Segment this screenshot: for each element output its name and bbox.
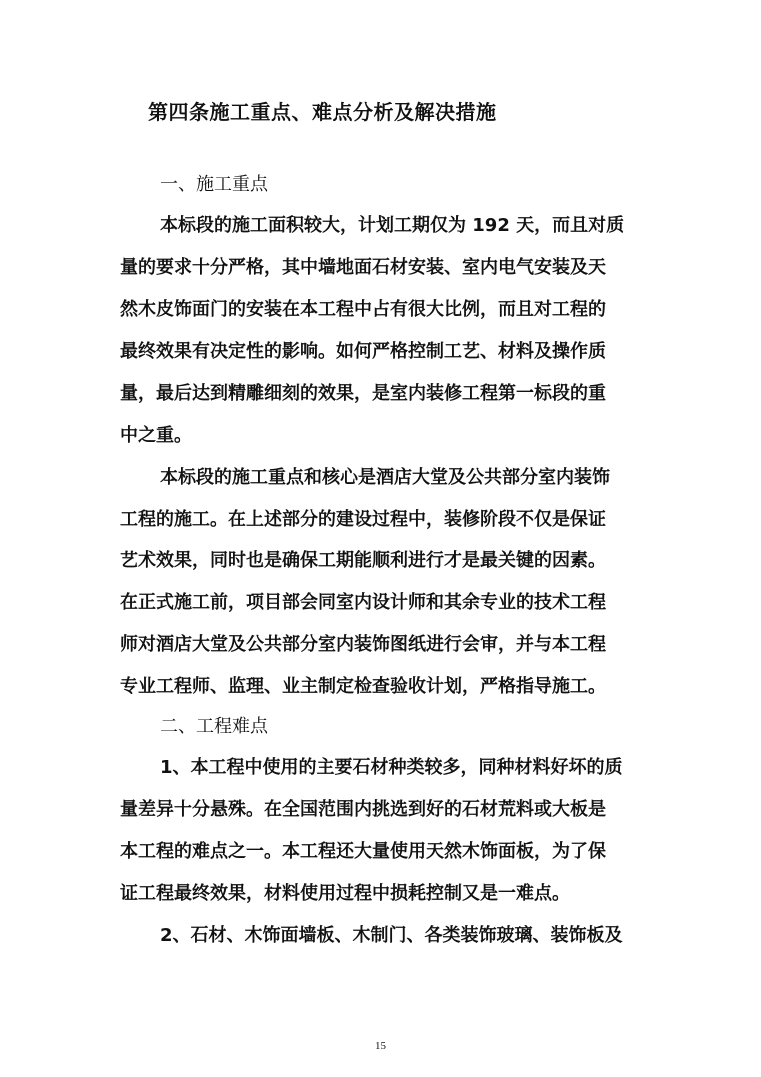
paragraph-line: 1、本工程中使用的主要石材种类较多，同种材料好坏的质	[160, 757, 623, 778]
paragraph-line: 师对酒店大堂及公共部分室内装饰图纸进行会审，并与本工程	[120, 634, 606, 655]
paragraph-line: 2、石材、木饰面墙板、木制门、各类装饰玻璃、装饰板及	[160, 925, 623, 946]
paragraph-line: 中之重。	[120, 425, 192, 446]
paragraph-line: 本工程的难点之一。本工程还大量使用天然木饰面板，为了保	[120, 841, 606, 862]
paragraph-line: 工程的施工。在上述部分的建设过程中，装修阶段不仅是保证	[120, 509, 606, 530]
paragraph-line: 在正式施工前，项目部会同室内设计师和其余专业的技术工程	[120, 592, 606, 613]
paragraph-line: 量，最后达到精雕细刻的效果，是室内装修工程第一标段的重	[120, 383, 606, 404]
paragraph-line: 专业工程师、监理、业主制定检查验收计划，严格指导施工。	[120, 676, 606, 697]
paragraph-line: 量差异十分悬殊。在全国范围内挑选到好的石材荒料或大板是	[120, 799, 606, 820]
subheading-key-points: 一、施工重点	[160, 174, 268, 195]
paragraph-line: 艺术效果，同时也是确保工期能顺利进行才是最关键的因素。	[120, 550, 606, 571]
paragraph-line: 证工程最终效果，材料使用过程中损耗控制又是一难点。	[120, 883, 570, 904]
paragraph-line: 本标段的施工重点和核心是酒店大堂及公共部分室内装饰	[160, 467, 610, 488]
section-title: 第四条施工重点、难点分析及解决措施	[148, 100, 497, 124]
paragraph-line: 本标段的施工面积较大，计划工期仅为 192 天，而且对质	[160, 215, 625, 236]
paragraph-line: 最终效果有决定性的影响。如何严格控制工艺、材料及操作质	[120, 341, 606, 362]
paragraph-line: 然木皮饰面门的安装在本工程中占有很大比例，而且对工程的	[120, 299, 606, 320]
page-number: 15	[375, 1040, 386, 1052]
subheading-difficulties: 二、工程难点	[160, 716, 268, 737]
paragraph-line: 量的要求十分严格，其中墙地面石材安装、室内电气安装及天	[120, 257, 606, 278]
